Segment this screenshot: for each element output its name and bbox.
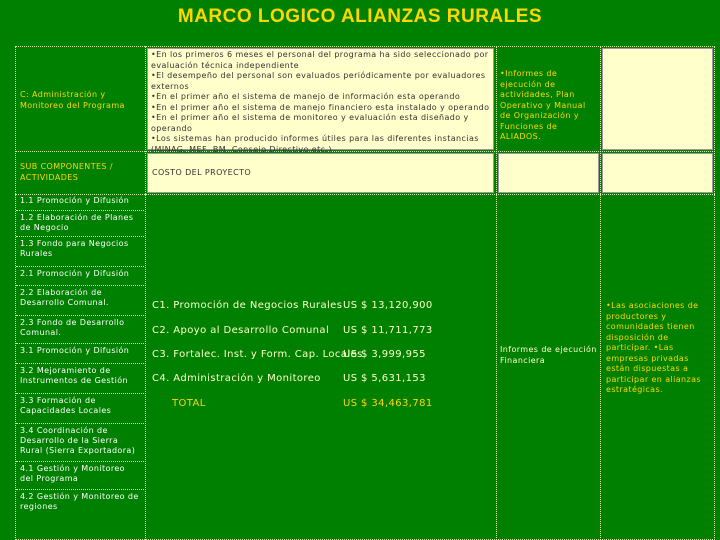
activity-row: 3.2 Mejoramiento de Instrumentos de Gestión	[16, 364, 144, 394]
col-divider-2b	[496, 194, 497, 540]
activity-row: 3.3 Formación de Capacidades Locales	[16, 394, 144, 424]
indicators-cell	[147, 48, 494, 154]
cost-value: US $ 13,120,900	[343, 300, 433, 311]
assumptions-top-cell	[602, 48, 713, 150]
total-label: TOTAL	[172, 398, 206, 409]
verification-top: •Informes de ejecución de actividades, Plan Operativo y Manual de Organización y Funciones de ALIADOS.	[500, 69, 586, 141]
indicator-item: •En el primer año el sistema de monitoreo y evaluación esta diseñado y operando	[151, 113, 469, 133]
cost-name: C2. Apoyo al Desarrollo Comunal	[152, 325, 330, 336]
activity-row: 2.2 Elaboración de Desarrollo Comunal.	[16, 286, 144, 316]
assumptions-bottom: •Las asociaciones de productores y comunidades tienen disposición de participar. •Las empresas privadas están dispuestas a participar en alianzas estratégicas.	[606, 301, 701, 394]
assumptions-header-cell	[602, 153, 713, 193]
total-value: US $ 34,463,781	[343, 398, 433, 409]
col-divider-2	[496, 46, 497, 194]
component-header: C: Administración y Monitoreo del Programa	[20, 90, 125, 110]
activity-row: 4.2 Gestión y Monitoreo de regiones	[20, 492, 139, 511]
activity-row: 2.1 Promoción y Difusión	[16, 267, 144, 286]
activity-row: 4.1 Gestión y Monitoreo del Programa	[16, 462, 144, 490]
indicator-item: •En el primer año el sistema de manejo de información esta operando	[151, 92, 461, 101]
cost-name: C1. Promoción de Negocios Rurales	[152, 300, 343, 311]
subcomponents-header: SUB COMPONENTES / ACTIVIDADES	[20, 162, 113, 182]
cost-value: US $ 3,999,955	[343, 349, 426, 360]
cost-name: C4. Administración y Monitoreo	[152, 373, 321, 384]
col-divider-3	[600, 46, 601, 540]
cost-value: US $ 11,711,773	[343, 325, 433, 336]
verification-header-cell	[498, 153, 599, 193]
col-divider-1	[145, 46, 146, 194]
activity-row: 1.3 Fondo para Negocios Rurales	[16, 237, 144, 267]
activity-row: 2.3 Fondo de Desarrollo Comunal.	[16, 316, 144, 344]
activity-row: 1.2 Elaboración de Planes de Negocio	[16, 211, 144, 237]
cost-value: US $ 5,631,153	[343, 373, 426, 384]
page-title: MARCO LOGICO ALIANZAS RURALES	[177, 6, 543, 27]
cost-name: C3. Fortalec. Inst. y Form. Cap. Locales	[152, 349, 363, 360]
indicator-item: •El desempeño del personal son evaluados periódicamente por evaluadores externos	[151, 71, 486, 91]
cost-header: COSTO DEL PROYECTO	[147, 153, 494, 193]
col-divider-1b	[145, 194, 146, 540]
indicator-item: •Los sistemas han producido informes útiles para las diferentes instancias (MINAG, MEF, BM, Consejo Directivo etc.)	[151, 134, 479, 154]
indicator-item: •En el primer año el sistema de manejo financiero esta instalado y operando	[151, 102, 490, 112]
activity-row: 3.1 Promoción y Difusión	[16, 344, 144, 364]
activity-row: 3.4 Coordinación de Desarrollo de la Sierra Rural (Sierra Exportadora)	[16, 424, 144, 462]
indicator-item: •En los primeros 6 meses el personal del programa ha sido seleccionado por evaluación técnica independiente	[151, 50, 489, 70]
activity-row: 1.1 Promoción y Difusión	[16, 194, 144, 211]
verification-bottom: Informes de ejecución Financiera	[500, 345, 597, 365]
